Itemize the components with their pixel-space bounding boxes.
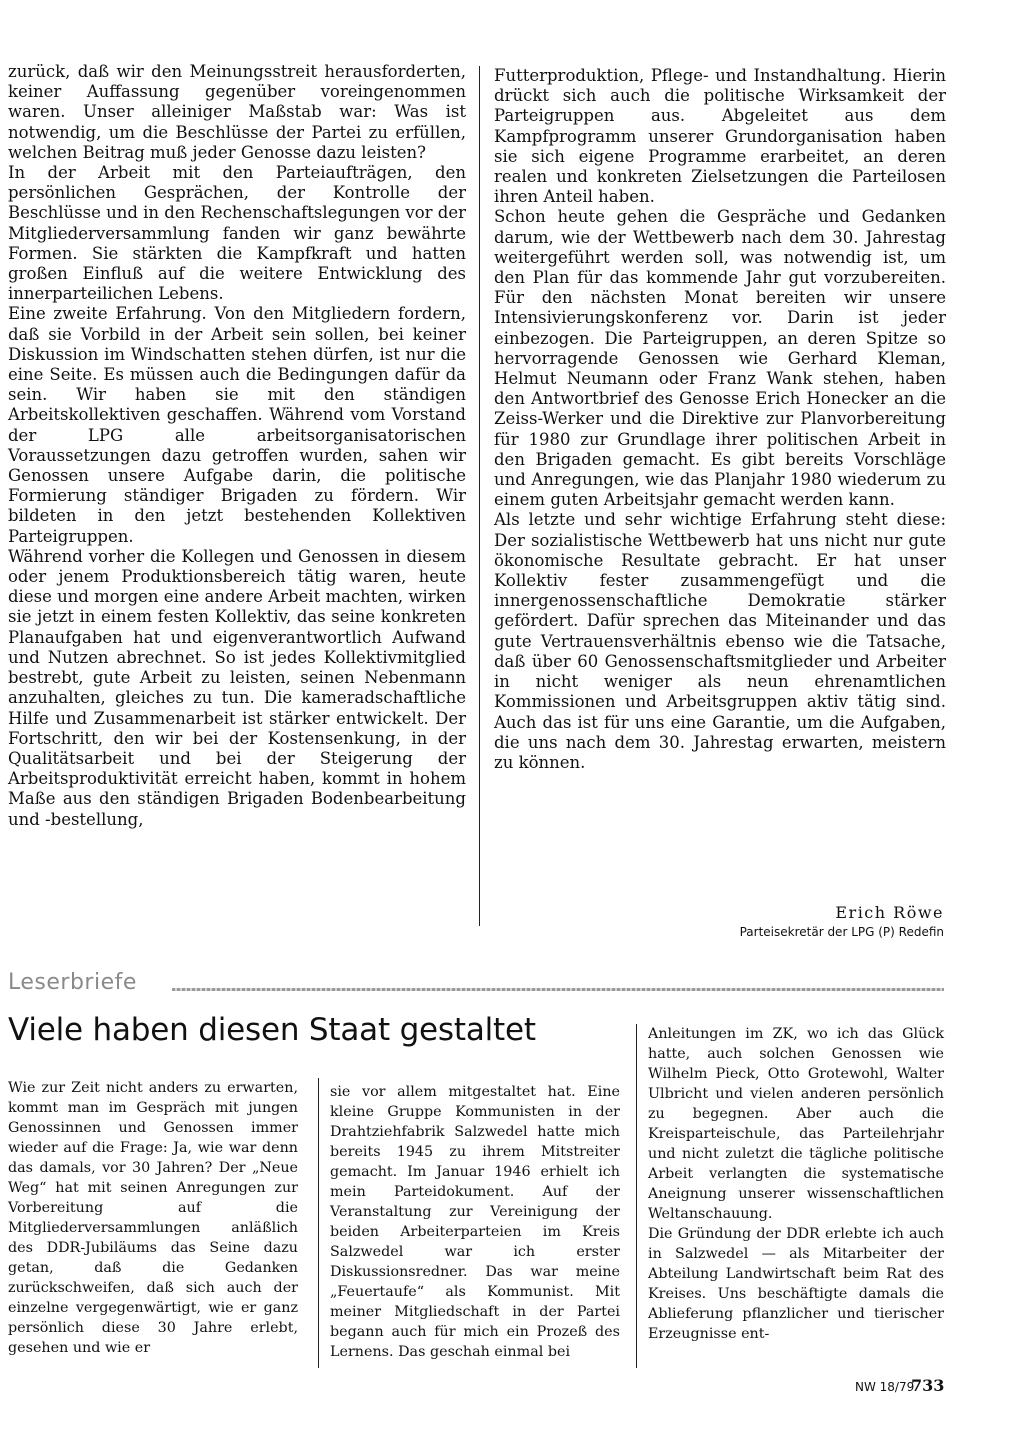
issue-label: NW 18/79 <box>855 1380 915 1394</box>
paragraph: Eine zweite Erfahrung. Von den Mitgliedern fordern, daß sie Vorbild in der Arbeit sein sollen, bei keiner Diskussion im Windschatten stehen dürfen, ist nur die eine Seite. Es müssen auch die Bedingungen dafür da sein. Wir haben sie mit den ständigen Arbeitskollektiven geschaffen. Während vom Vorstand der LPG alle arbeitsorganisatorischen Voraussetzungen dazu getroffen wurden, sahen wir Genossen unsere Aufgabe darin, die politische Formierung ständiger Brigaden zu fördern. Wir bildeten in den jetzt bestehenden Kollektiven Parteigruppen. <box>8 304 466 546</box>
paragraph: Futterproduktion, Pflege- und Instandhaltung. Hierin drückt sich auch die politische Wirksamkeit der Parteigruppen aus. Abgeleitet aus dem Kampfprogramm unserer Grundorganisation haben sie sich eigene Programme erarbeitet, an deren realen und konkreten Zielsetzungen die Parteilosen ihren Anteil haben. <box>494 66 946 207</box>
paragraph: Wie zur Zeit nicht anders zu erwarten, kommt man im Gespräch mit jungen Genossinnen und Genossen immer wieder auf die Frage: Ja, wie war denn das damals, vor 30 Jahren? Der „Neue Weg“ hat mit seinen Anregungen zur Vorbereitung auf die Mitgliederversammlungen anläßlich des DDR-Jubiläums das Seine dazu getan, daß die Gedanken zurückschweifen, daß sich auch der einzelne vergegenwärtigt, wie er ganz persönlich diese 30 Jahre erlebt, gesehen und wie er <box>8 1080 298 1356</box>
letter-column-2 <box>330 1082 620 1362</box>
author-name: Erich Röwe <box>835 903 944 922</box>
paragraph: Schon heute gehen die Gespräche und Gedanken darum, wie der Wettbewerb nach dem 30. Jahrestag weitergeführt werden soll, was notwendig ist, um den Plan für das kommende Jahr gut vorzubereiten. Für den nächsten Monat bereiten wir unsere Intensivierungskonferenz vor. Darin ist jeder einbezogen. Die Parteigruppen, an deren Spitze so hervorragende Genossen wie Gerhard Kleman, Helmut Neumann oder Franz Wank stehen, haben den Antwortbrief des Genosse Erich Honecker an die Zeiss-Werker und die Direktive zur Planvorbereitung für 1980 zur Grundlage ihrer politischen Arbeit in den Brigaden gemacht. Es gibt bereits Vorschläge und Anregungen, wie das Planjahr 1980 wiederum zu einem guten Arbeitsjahr gemacht werden kann. <box>494 207 946 510</box>
author-role: Parteisekretär der LPG (P) Redefin <box>739 925 944 939</box>
column-divider <box>479 66 480 926</box>
paragraph: zurück, daß wir den Meinungsstreit herausforderten, keiner Auffassung gegenüber voreingenommen waren. Unser alleiniger Maßstab war: Was ist notwendig, um die Beschlüsse der Partei zu erfüllen, welchen Beitrag muß jeder Genosse dazu leisten? <box>8 62 466 162</box>
page-number: 733 <box>911 1376 945 1395</box>
column-divider <box>636 1024 637 1368</box>
section-rule <box>172 988 944 991</box>
paragraph: sie vor allem mitgestaltet hat. Eine kleine Gruppe Kommunisten in der Drahtziehfabrik Salzwedel hatte mich bereits 1945 zu ihrem Mitstreiter gemacht. Im Januar 1946 erhielt ich mein Parteidokument. Auf der Veranstaltung zur Vereinigung der beiden Arbeiterparteien im Kreis Salzwedel war ich erster Diskussionsredner. Das war meine „Feuertaufe“ als Kommunist. Mit meiner Mitgliedschaft in der Partei begann auch für mich ein Prozeß des Lernens. Das geschah einmal bei <box>330 1084 620 1360</box>
article-left-column <box>8 62 466 830</box>
paragraph: Als letzte und sehr wichtige Erfahrung steht diese: Der sozialistische Wettbewerb hat uns nicht nur gute ökonomische Resultate gebracht. Er hat unser Kollektiv fester zusammengefügt und die innergenossenschaftliche Demokratie stärker gefördert. Dafür sprechen das Miteinander und das gute Vertrauensverhältnis ebenso wie die Tatsache, daß über 60 Genossenschaftsmitglieder und Arbeiter in nicht weniger als neun ehrenamtlichen Kommissionen und Arbeitsgruppen aktiv tätig sind. Auch das ist für uns eine Garantie, um die Aufgaben, die uns nach dem 30. Jahrestag erwarten, meistern zu können. <box>494 510 946 772</box>
paragraph: Die Gründung der DDR erlebte ich auch in Salzwedel — als Mitarbeiter der Abteilung Landwirtschaft beim Rat des Kreises. Uns beschäftigte damals die Ablieferung pflanzlicher und tierischer Erzeugnisse ent- <box>648 1226 944 1342</box>
paragraph: Während vorher die Kollegen und Genossen in diesem oder jenem Produktionsbereich tätig waren, heute diese und morgen eine andere Arbeit machten, wirken sie jetzt in einem festen Kollektiv, das seine konkreten Planaufgaben hat und eigenverantwortlich Aufwand und Nutzen abrechnet. So ist jedes Kollektivmitglied bestrebt, gute Arbeit zu leisten, seinen Nebenmann anzuhalten, gleiches zu tun. Die kameradschaftliche Hilfe und Zusammenarbeit ist stärker entwickelt. Der Fortschritt, den wir bei der Kostensenkung, in der Qualitätsarbeit und bei der Steigerung der Arbeitsproduktivität erreicht haben, kommt in hohem Maße aus den ständigen Brigaden Bodenbearbeitung und -bestellung, <box>8 546 466 829</box>
paragraph: In der Arbeit mit den Parteiaufträgen, den persönlichen Gesprächen, der Kontrolle der Beschlüsse und in den Rechenschaftslegungen vor der Mitgliederversammlung fanden wir ganz bewährte Formen. Sie stärkten die Kampfkraft und hatten großen Einfluß auf die weitere Entwicklung des innerparteilichen Lebens. <box>8 163 466 304</box>
paragraph: Anleitungen im ZK, wo ich das Glück hatte, auch solchen Genossen wie Wilhelm Pieck, Otto Grotewohl, Walter Ulbricht und vielen anderen persönlich zu begegnen. Aber auch die Kreisparteischule, das Parteilehrjahr und nicht zuletzt die tägliche politische Arbeit verlangten die systematische Aneignung unserer wissenschaftlichen Weltanschauung. <box>648 1026 944 1222</box>
letter-column-1 <box>8 1078 298 1358</box>
column-divider <box>318 1078 319 1368</box>
article-right-column <box>494 66 946 773</box>
letter-headline: Viele haben diesen Staat gestaltet <box>8 1012 536 1048</box>
letter-column-3 <box>648 1024 944 1344</box>
section-label: Leserbriefe <box>8 970 137 995</box>
